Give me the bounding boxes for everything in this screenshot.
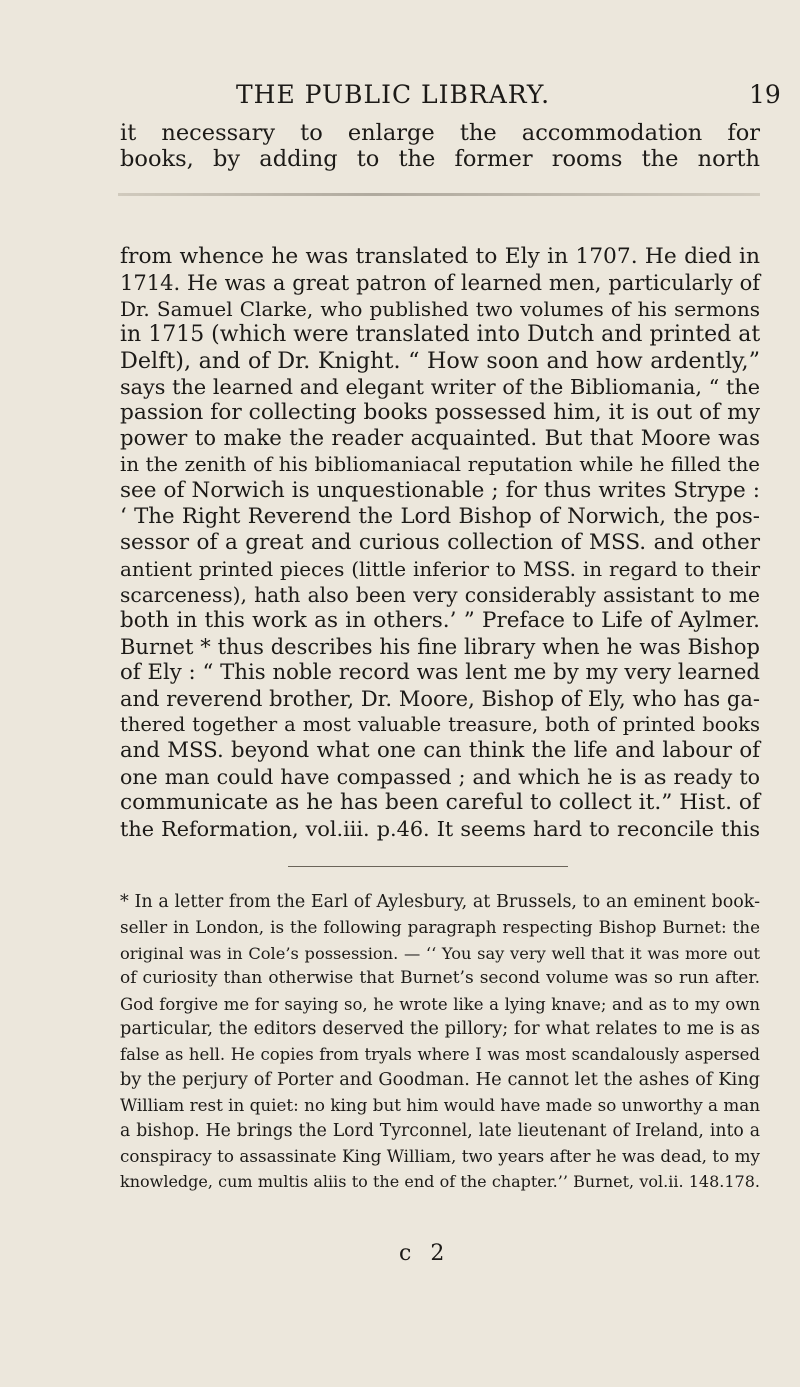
text-line: antient printed pieces (little inferior to MSS. in regard to their bbox=[120, 557, 760, 581]
text-line: in the zenith of his bibliomaniacal reputation while he filled the bbox=[120, 453, 760, 476]
footnote-line: conspiracy to assassinate King William, two years after he was dead, to my bbox=[120, 1146, 760, 1167]
text-line: power to make the reader acquainted. But that Moore was bbox=[120, 426, 760, 451]
running-head bbox=[0, 80, 800, 110]
footnote-line: knowledge, cum multis aliis to the end of the chapter.’’ Burnet, vol.ii. 148.178. bbox=[120, 1172, 760, 1192]
text-line: see of Norwich is unquestionable ; for thus writes Strype : bbox=[120, 478, 760, 503]
footnote-rule bbox=[288, 866, 568, 867]
text-line: Dr. Samuel Clarke, who published two volumes of his sermons bbox=[120, 297, 760, 321]
text-line: scarceness), hath also been very considerably assistant to me bbox=[120, 583, 760, 607]
footnote-line: particular, the editors deserved the pillory; for what relates to me is as bbox=[120, 1019, 760, 1040]
footnote-line: of curiosity than otherwise that Burnet’s second volume was so run after. bbox=[120, 968, 760, 989]
text-line: both in this work as in others.’ ” Preface to Life of Aylmer. bbox=[120, 608, 760, 633]
text-line: thered together a most valuable treasure, both of printed books bbox=[120, 713, 760, 736]
text-line: 1714. He was a great patron of learned men, particularly of bbox=[120, 271, 760, 295]
footnote-line: * In a letter from the Earl of Aylesbury, at Brussels, to an eminent book- bbox=[120, 892, 760, 912]
page-number: 19 bbox=[749, 80, 781, 109]
text-line: communicate as he has been careful to collect it.” Hist. of bbox=[120, 790, 761, 815]
text-line: sessor of a great and curious collection of MSS. and other bbox=[120, 530, 760, 555]
text-line: says the learned and elegant writer of the Bibliomania, “ the bbox=[120, 375, 760, 399]
text-line: it necessary to enlarge the accommodation for bbox=[120, 120, 760, 146]
footnote-line: William rest in quiet: no king but him would have made so unworthy a man bbox=[120, 1095, 760, 1116]
text-line: passion for collecting books possessed him, it is out of my bbox=[120, 400, 760, 425]
text-line: books, by adding to the former rooms the north bbox=[120, 146, 760, 172]
text-line: one man could have compassed ; and which he is as ready to bbox=[120, 765, 760, 789]
signature-mark: c 2 bbox=[399, 1241, 451, 1266]
footnote-line: false as hell. He copies from tryals where I was most scandalously aspersed bbox=[120, 1045, 760, 1065]
text-line: of Ely : “ This noble record was lent me by my very learned bbox=[120, 660, 760, 685]
running-title: THE PUBLIC LIBRARY. bbox=[236, 80, 551, 109]
page-crease bbox=[118, 193, 760, 196]
text-line: from whence he was translated to Ely in 1707. He died in bbox=[120, 244, 760, 269]
footnote-line: a bishop. He brings the Lord Tyrconnel, late lieutenant of Ireland, into a bbox=[120, 1120, 760, 1141]
text-line: and MSS. beyond what one can think the life and labour of bbox=[120, 738, 760, 763]
text-line: the Reformation, vol.iii. p.46. It seems hard to reconcile this bbox=[120, 817, 760, 841]
footnote-line: seller in London, is the following paragraph respecting Bishop Burnet: the bbox=[120, 917, 760, 938]
footnote-line: original was in Cole’s possession. — ‘‘ You say very well that it was more out bbox=[120, 943, 760, 963]
text-line: and reverend brother, Dr. Moore, Bishop of Ely, who has ga- bbox=[120, 687, 760, 711]
text-line: Delft), and of Dr. Knight. “ How soon and how ardently,” bbox=[120, 348, 760, 374]
text-line: in 1715 (which were translated into Dutch and printed at bbox=[120, 322, 761, 347]
footnote-line: God forgive me for saying so, he wrote like a lying knave; and as to my own bbox=[120, 994, 760, 1014]
text-line: ‘ The Right Reverend the Lord Bishop of Norwich, the pos- bbox=[120, 504, 760, 529]
footnote-line: by the perjury of Porter and Goodman. He cannot let the ashes of King bbox=[120, 1069, 760, 1090]
top-paragraph bbox=[120, 120, 760, 172]
main-paragraph bbox=[120, 244, 760, 842]
text-line: Burnet * thus describes his fine library when he was Bishop bbox=[120, 635, 760, 659]
footnote bbox=[120, 890, 760, 1195]
